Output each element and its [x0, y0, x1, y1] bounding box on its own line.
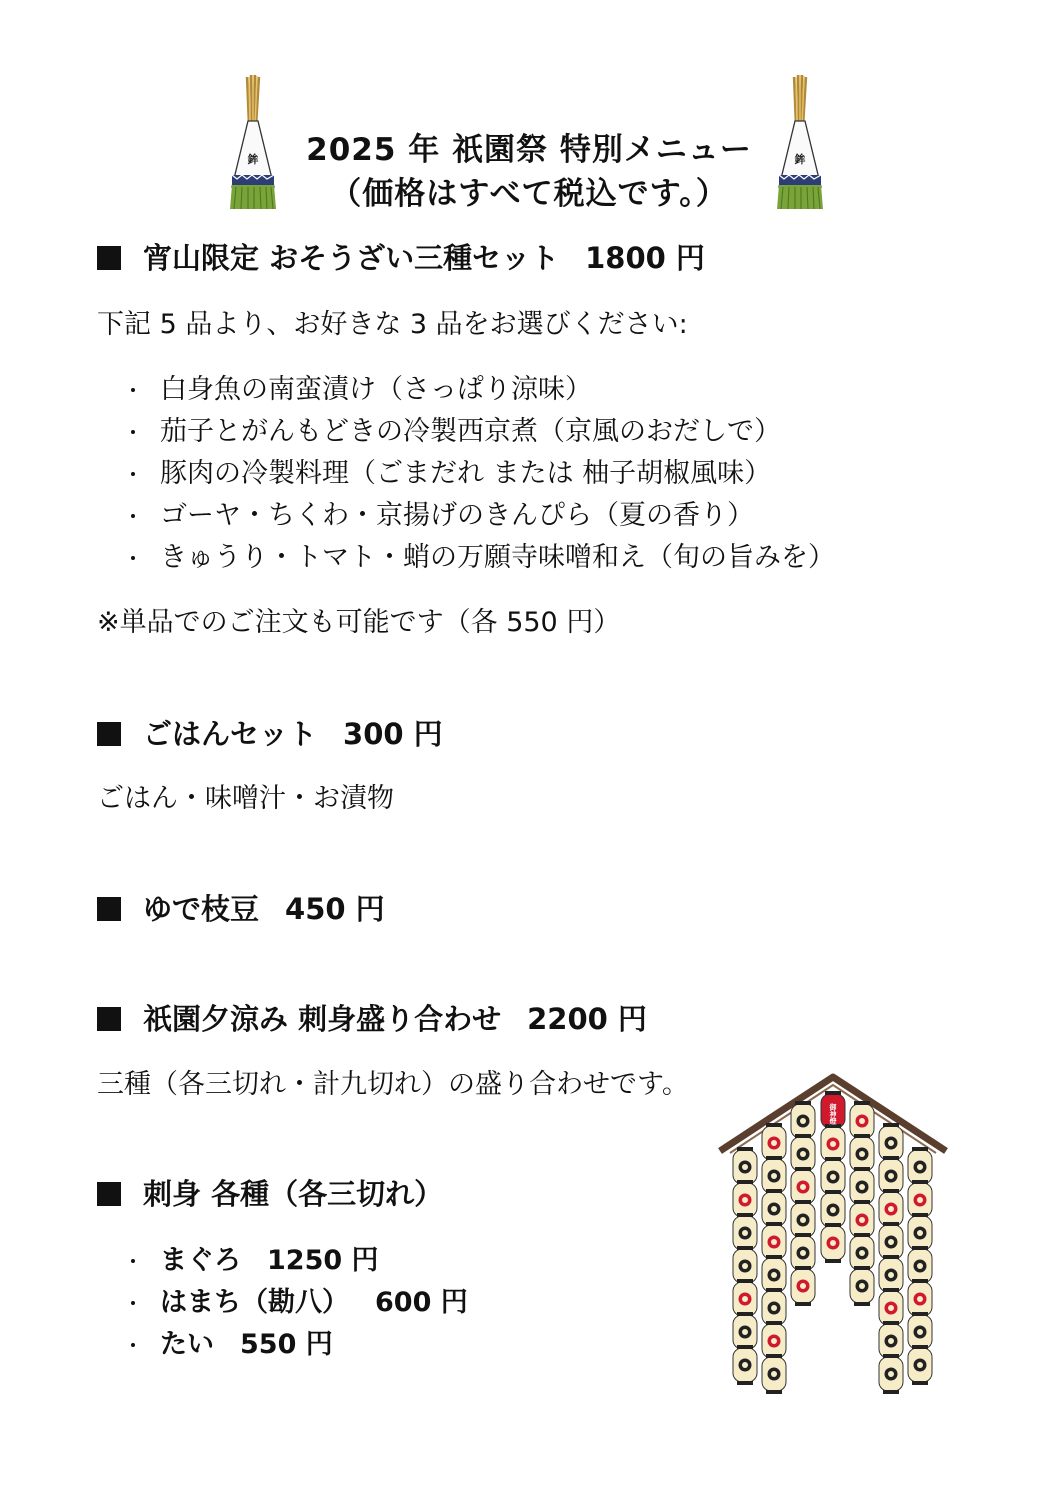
sashimi-price: 600 円	[375, 1287, 468, 1318]
rice-set-heading	[97, 714, 443, 754]
edamame-price: 450 円	[285, 892, 385, 926]
menu-subtitle: （価格はすべて税込です。）	[330, 176, 728, 212]
set-menu-price: 1800 円	[585, 241, 705, 275]
sashimi-platter-desc: 三種（各三切れ・計九切れ）の盛り合わせです。	[97, 1069, 689, 1100]
list-item: 豚肉の冷製料理（ごまだれ または 柚子胡椒風味）	[160, 453, 835, 495]
sashimi-name: たい	[160, 1329, 214, 1360]
lantern-tower-icon	[716, 1073, 950, 1395]
lantern	[791, 1266, 815, 1306]
menu-title: 2025 年 祇園祭 特別メニュー	[306, 132, 752, 168]
lantern-glyph: 御神燈	[829, 1103, 837, 1125]
lantern	[879, 1354, 903, 1394]
lantern	[821, 1223, 845, 1263]
sashimi-name: まぐろ	[160, 1245, 241, 1276]
edamame-title: ゆで枝豆	[143, 892, 260, 926]
list-item	[160, 1240, 468, 1282]
sashimi-price: 1250 円	[267, 1245, 379, 1276]
rice-set-title: ごはんセット	[143, 717, 318, 751]
rice-set-price: 300 円	[343, 717, 443, 751]
section-square-icon	[97, 722, 121, 746]
lantern	[733, 1345, 757, 1385]
section-square-icon	[97, 897, 121, 921]
set-menu-title: 宵山限定 おそうざい三種セット	[143, 241, 560, 275]
section-square-icon	[97, 246, 121, 270]
set-menu-note: ※単品でのご注文も可能です（各 550 円）	[97, 607, 621, 638]
menu-header	[260, 128, 798, 216]
sashimi-each-title: 刺身 各種（各三切れ）	[143, 1177, 444, 1211]
lantern	[850, 1266, 874, 1306]
list-item: きゅうり・トマト・蛸の万願寺味噌和え（旬の旨みを）	[160, 537, 835, 579]
sashimi-each-heading	[97, 1174, 443, 1214]
sashimi-platter-title: 祇園夕涼み 刺身盛り合わせ	[143, 1002, 502, 1036]
sashimi-platter-price: 2200 円	[527, 1002, 647, 1036]
list-item	[160, 1282, 468, 1324]
rice-set-desc: ごはん・味噌汁・お漬物	[97, 783, 394, 814]
list-item: 茄子とがんもどきの冷製西京煮（京風のおだしで）	[160, 411, 835, 453]
sashimi-price: 550 円	[240, 1329, 333, 1360]
section-square-icon	[97, 1007, 121, 1031]
set-menu-heading	[97, 238, 705, 278]
sashimi-name: はまち（勘八）	[160, 1287, 349, 1318]
sashimi-platter-heading	[97, 999, 647, 1039]
list-item: 白身魚の南蛮漬け（さっぱり涼味）	[160, 369, 835, 411]
edamame-heading	[97, 889, 385, 929]
set-menu-item-list	[160, 369, 835, 579]
lantern	[762, 1354, 786, 1394]
set-menu-intro: 下記 5 品より、お好きな 3 品をお選びください:	[97, 309, 688, 340]
lantern	[908, 1345, 932, 1385]
section-square-icon	[97, 1182, 121, 1206]
hoko-right-glyph: 鉾	[794, 153, 806, 166]
sashimi-price-list	[160, 1240, 468, 1366]
hoko-left-glyph: 鉾	[247, 153, 259, 166]
list-item	[160, 1324, 468, 1366]
list-item: ゴーヤ・ちくわ・京揚げのきんぴら（夏の香り）	[160, 495, 835, 537]
